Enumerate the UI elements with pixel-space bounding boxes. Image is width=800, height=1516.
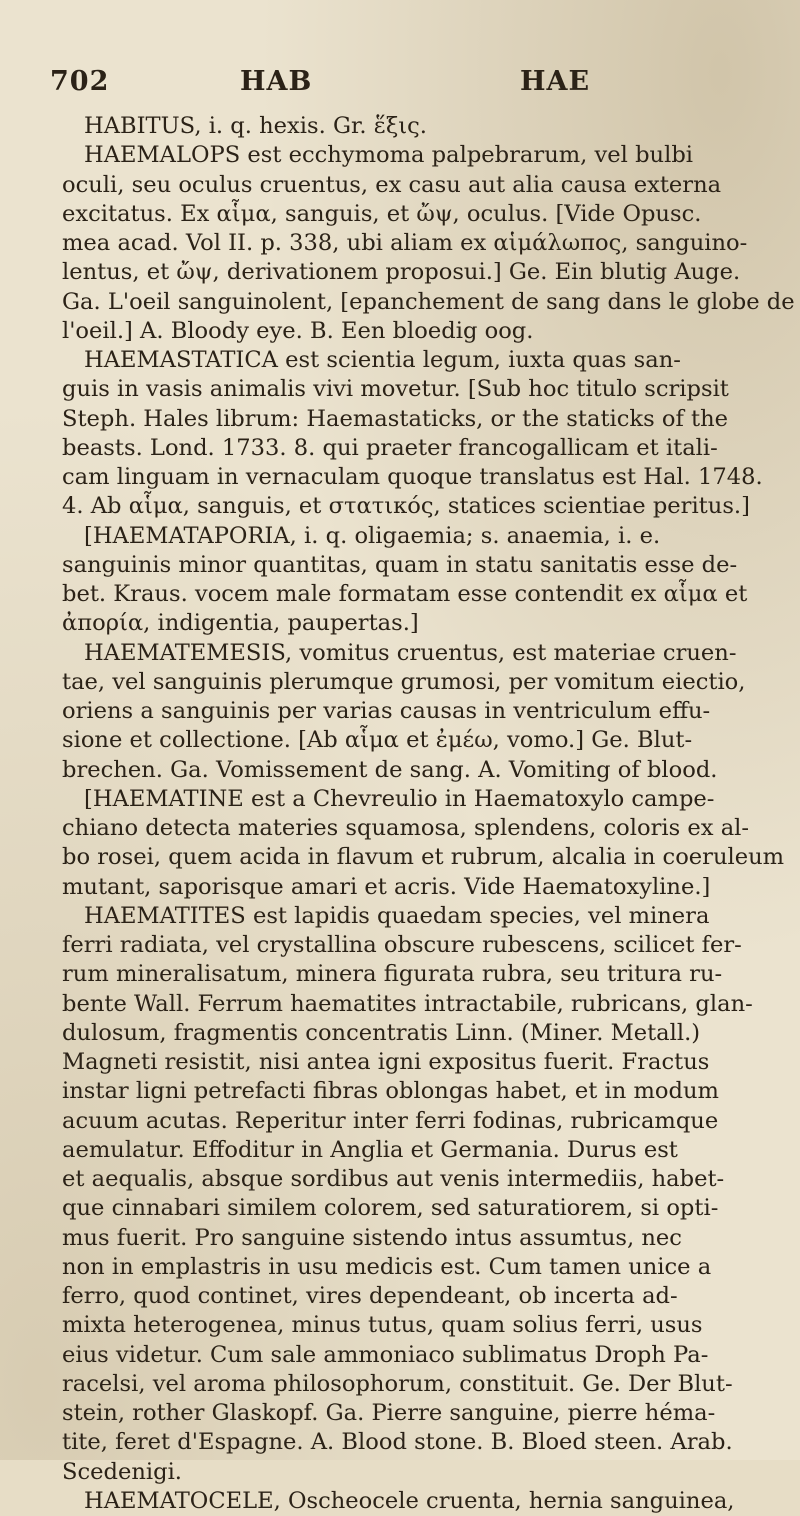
text-line: et aequalis, absque sordibus aut venis intermediis, habet- xyxy=(62,1166,725,1192)
right-catchword: HAE xyxy=(520,66,591,97)
text-line: HAEMATITES est lapidis quaedam species, vel minera xyxy=(84,902,710,929)
text-line: guis in vasis animalis vivi movetur. [Sub hoc titulo scripsit xyxy=(62,376,729,403)
text-line: l'oeil.] A. Bloody eye. B. Een bloedig oog. xyxy=(62,317,534,344)
text-line: mus fuerit. Pro sanguine sistendo intus assumtus, nec xyxy=(62,1224,682,1251)
text-line: acuum acutas. Reperitur inter ferri fodinas, rubricamque xyxy=(62,1107,719,1134)
text-line: mutant, saporisque amari et acris. Vide Haematoxyline.] xyxy=(62,873,711,900)
text-line: mea acad. Vol II. p. 338, ubi aliam ex αἱμάλωπος, sanguino- xyxy=(62,230,748,256)
text-line: bo rosei, quem acida in flavum et rubrum, alcalia in coeruleum xyxy=(62,844,785,871)
text-line: HABITUS, i. q. hexis. Gr. ἕξις. xyxy=(84,113,427,139)
text-line: bente Wall. Ferrum haematites intractabile, rubricans, glan- xyxy=(62,990,753,1017)
text-line: tite, feret d'Espagne. A. Blood stone. B. Bloed steen. Arab. xyxy=(62,1429,733,1456)
text-line: [HAEMATAPORIA, i. q. oligaemia; s. anaemia, i. e. xyxy=(84,522,661,549)
text-line: HAEMATEMESIS, vomitus cruentus, est materiae cruen- xyxy=(84,639,737,666)
text-line: eius videtur. Cum sale ammoniaco sublimatus Droph Pa- xyxy=(62,1341,709,1368)
text-line: oculi, seu oculus cruentus, ex casu aut alia causa externa xyxy=(62,171,722,198)
text-line: oriens a sanguinis per varias causas in ventriculum effu- xyxy=(62,698,711,724)
text-line: chiano detecta materies squamosa, splendens, coloris ex al- xyxy=(62,815,750,841)
text-line: dulosum, fragmentis concentratis Linn. (Miner. Metall.) xyxy=(62,1019,701,1046)
text-line: ferri radiata, vel crystallina obscure rubescens, scilicet fer- xyxy=(62,932,742,958)
text-line: beasts. Lond. 1733. 8. qui praeter francogallicam et itali- xyxy=(62,434,718,461)
text-line: mixta heterogenea, minus tutus, quam solius ferri, usus xyxy=(62,1312,703,1339)
text-line: lentus, et ὤψ, derivationem proposui.] Ge. Ein blutig Auge. xyxy=(62,259,741,286)
text-line: Steph. Hales librum: Haemastaticks, or the staticks of the xyxy=(62,405,729,432)
text-line: ferro, quod continet, vires dependeant, ob incerta ad- xyxy=(62,1283,678,1309)
text-line: Scedenigi. xyxy=(62,1458,182,1485)
entry-column xyxy=(62,112,795,1516)
running-header xyxy=(50,66,750,106)
text-line: non in emplastris in usu medicis est. Cum tamen unice a xyxy=(62,1253,712,1280)
text-line: [HAEMATINE est a Chevreulio in Haematoxylo campe- xyxy=(84,785,715,812)
text-line: excitatus. Ex αἷμα, sanguis, et ὤψ, oculus. [Vide Opusc. xyxy=(62,200,702,227)
text-line: cam linguam in vernaculam quoque translatus est Hal. 1748. xyxy=(62,464,763,490)
text-line: stein, rother Glaskopf. Ga. Pierre sanguine, pierre héma- xyxy=(62,1400,716,1426)
text-line: ἀπορία, indigentia, paupertas.] xyxy=(62,610,419,637)
text-line: 4. Ab αἷμα, sanguis, et στατικός, statices scientiae peritus.] xyxy=(62,493,750,520)
text-line: sione et collectione. [Ab αἷμα et ἐμέω, vomo.] Ge. Blut- xyxy=(62,727,693,754)
text-line: bet. Kraus. vocem male formatam esse contendit ex αἷμα et xyxy=(62,581,748,607)
text-line: que cinnabari similem colorem, sed saturatiorem, si opti- xyxy=(62,1195,719,1222)
text-line: Magneti resistit, nisi antea igni expositus fuerit. Fractus xyxy=(62,1049,710,1075)
text-line: HAEMALOPS est ecchymoma palpebrarum, vel bulbi xyxy=(84,142,694,169)
left-catchword: HAB xyxy=(240,66,313,97)
text-line: tae, vel sanguinis plerumque grumosi, per vomitum eiectio, xyxy=(62,668,746,695)
text-line: rum mineralisatum, minera figurata rubra, seu tritura ru- xyxy=(62,961,723,988)
text-line: HAEMATOCELE, Oscheocele cruenta, hernia sanguinea, xyxy=(84,1487,735,1514)
text-line: HAEMASTATICA est scientia legum, iuxta quas san- xyxy=(84,347,681,373)
page-number: 702 xyxy=(50,66,110,97)
text-line: Ga. L'oeil sanguinolent, [epanchement de sang dans le globe de xyxy=(62,288,795,315)
text-line: brechen. Ga. Vomissement de sang. A. Vomiting of blood. xyxy=(62,756,718,783)
text-line: sanguinis minor quantitas, quam in statu sanitatis esse de- xyxy=(62,551,738,578)
text-line: racelsi, vel aroma philosophorum, constituit. Ge. Der Blut- xyxy=(62,1370,733,1397)
text-line: instar ligni petrefacti fibras oblongas habet, et in modum xyxy=(62,1078,719,1105)
text-line: aemulatur. Effoditur in Anglia et Germania. Durus est xyxy=(62,1136,678,1163)
